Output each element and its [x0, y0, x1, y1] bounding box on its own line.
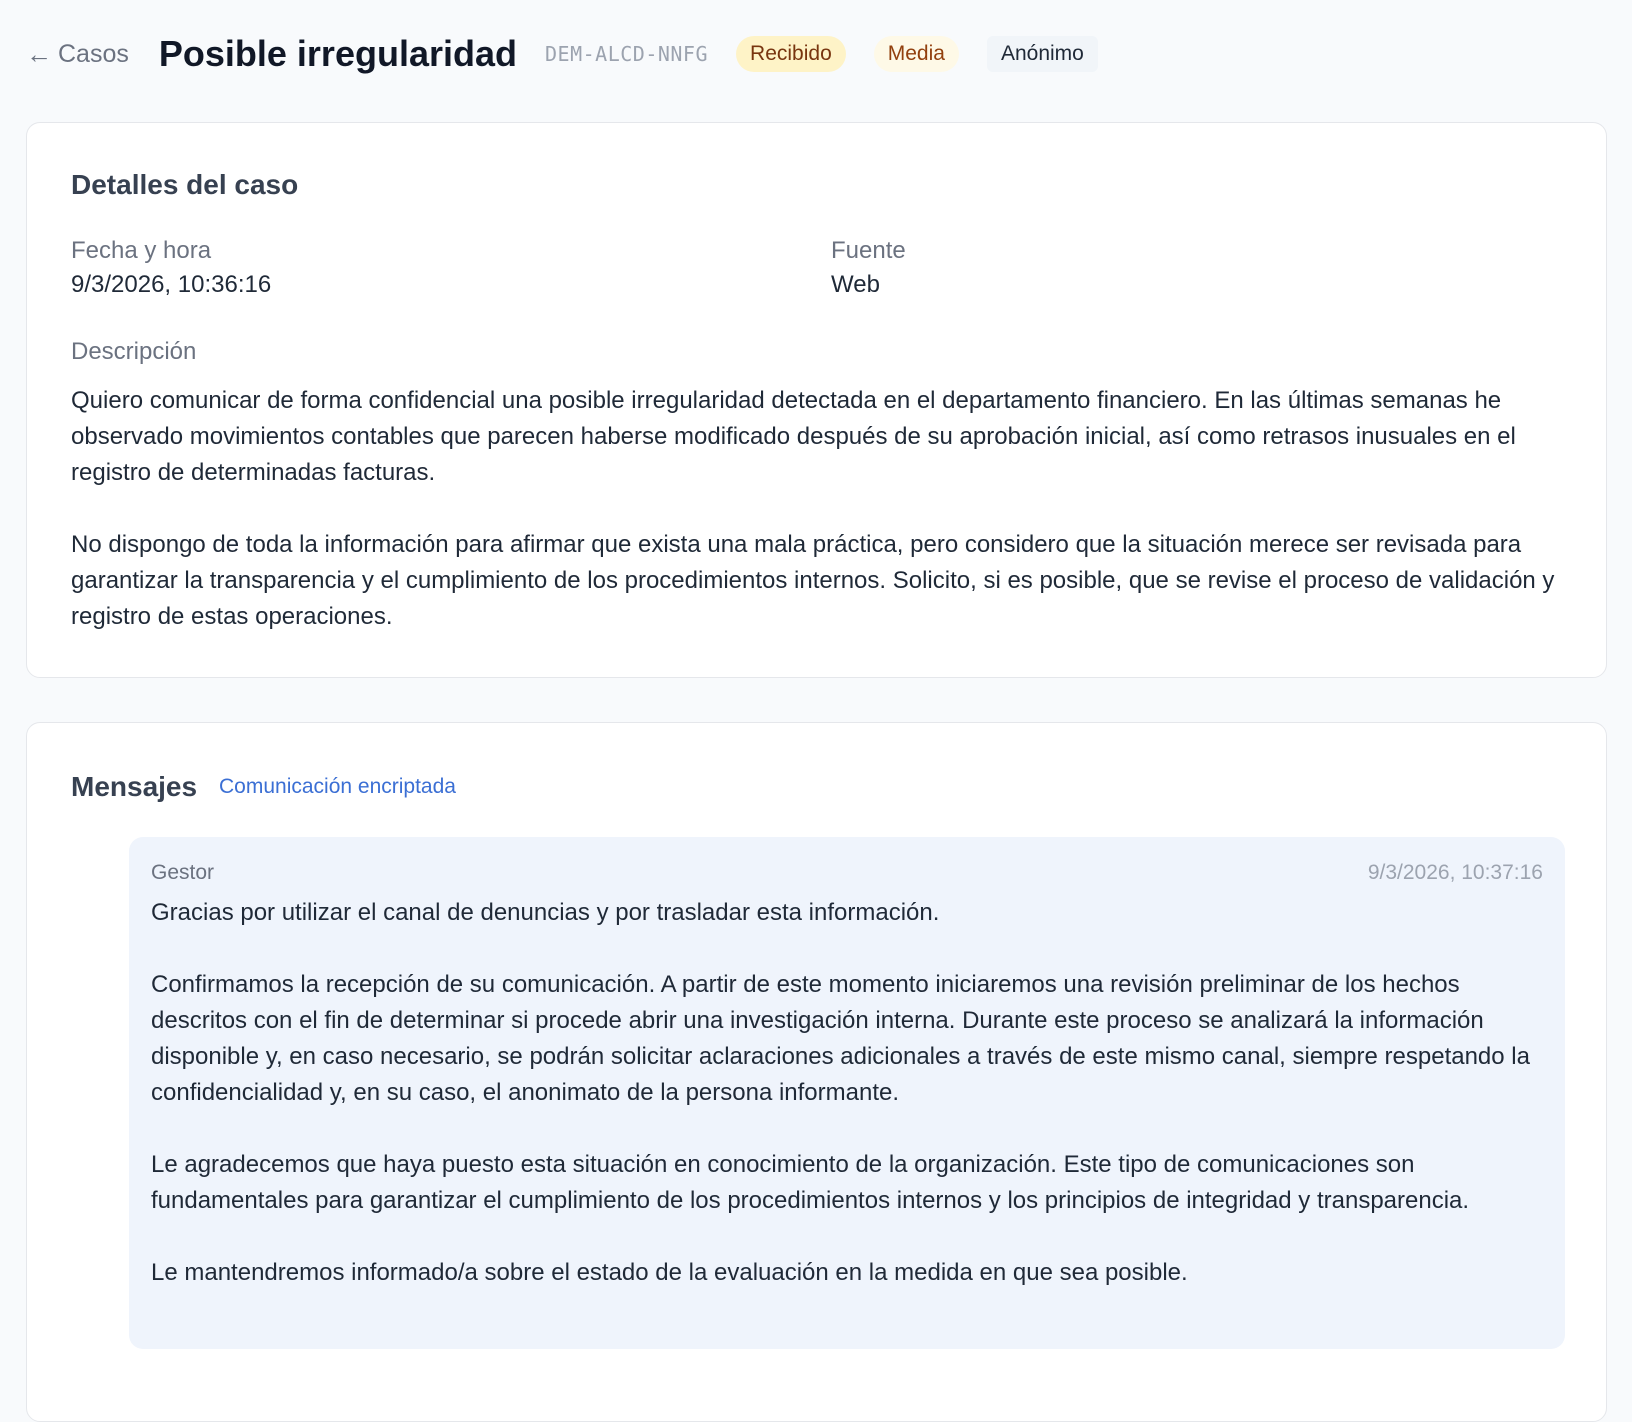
- date-label: Fecha y hora: [71, 237, 212, 264]
- encrypted-note: Comunicación encriptada: [219, 775, 456, 798]
- case-details-title: Detalles del caso: [71, 169, 299, 200]
- case-code: DEM-ALCD-NNFG: [544, 42, 709, 66]
- page-header: [26, 28, 1126, 80]
- messages-title: Mensajes: [71, 771, 198, 802]
- source-value: Web: [831, 271, 880, 298]
- description-text: Quiero comunicar de forma confidencial una posible irregularidad detectada en el departamento financiero. En las últimas semanas he observado movimientos contables que parecen haberse modificado después de su aprobación inicial, así como retrasos inusuales en el registro de determinadas facturas. No dispongo de toda la información para afirmar que exista una mala práctica, pero considero que la situación merece ser revisada para garantizar la transparencia y el cumplimiento de los procedimientos internos. Solicito, si es posible, que se revise el proceso de validación y registro de estas operaciones.: [71, 387, 1555, 630]
- status-badge: Recibido: [736, 36, 846, 72]
- description-label: Descripción: [71, 338, 197, 365]
- back-to-cases-link[interactable]: [26, 39, 129, 70]
- date-value: 9/3/2026, 10:36:16: [71, 271, 272, 298]
- source-label: Fuente: [831, 237, 906, 264]
- messages-card: [26, 722, 1607, 1422]
- arrow-left-icon: ←: [26, 38, 52, 69]
- page-title: Posible irregularidad: [158, 33, 517, 74]
- message-body: Gracias por utilizar el canal de denuncias y por trasladar esta información. Confirmamos la recepción de su comunicación. A partir de este momento iniciaremos una revisión preliminar de los hechos descritos con el fin de determinar si procede abrir una investigación interna. Durante este proceso se analizará la información disponible y, en caso necesario, se podrán solicitar aclaraciones adicionales a través de este mismo canal, siempre respetando la confidencialidad y, en su caso, el anonimato de la persona informante. Le agradecemos que haya puesto esta situación en conocimiento de la organización. Este tipo de comunicaciones son fundamentales para garantizar el cumplimiento de los procedimientos internos y los principios de integridad y transparencia. Le mantendremos informado/a sobre el estado de la evaluación en la medida en que sea posible.: [151, 899, 1530, 1286]
- message-timestamp: 9/3/2026, 10:37:16: [1367, 861, 1543, 884]
- priority-badge: Media: [874, 36, 959, 72]
- message-author: Gestor: [151, 861, 215, 884]
- anonymity-badge: Anónimo: [987, 36, 1098, 72]
- message-item: [129, 837, 1565, 1349]
- back-link-label: Casos: [58, 39, 129, 68]
- case-details-card: [26, 122, 1607, 678]
